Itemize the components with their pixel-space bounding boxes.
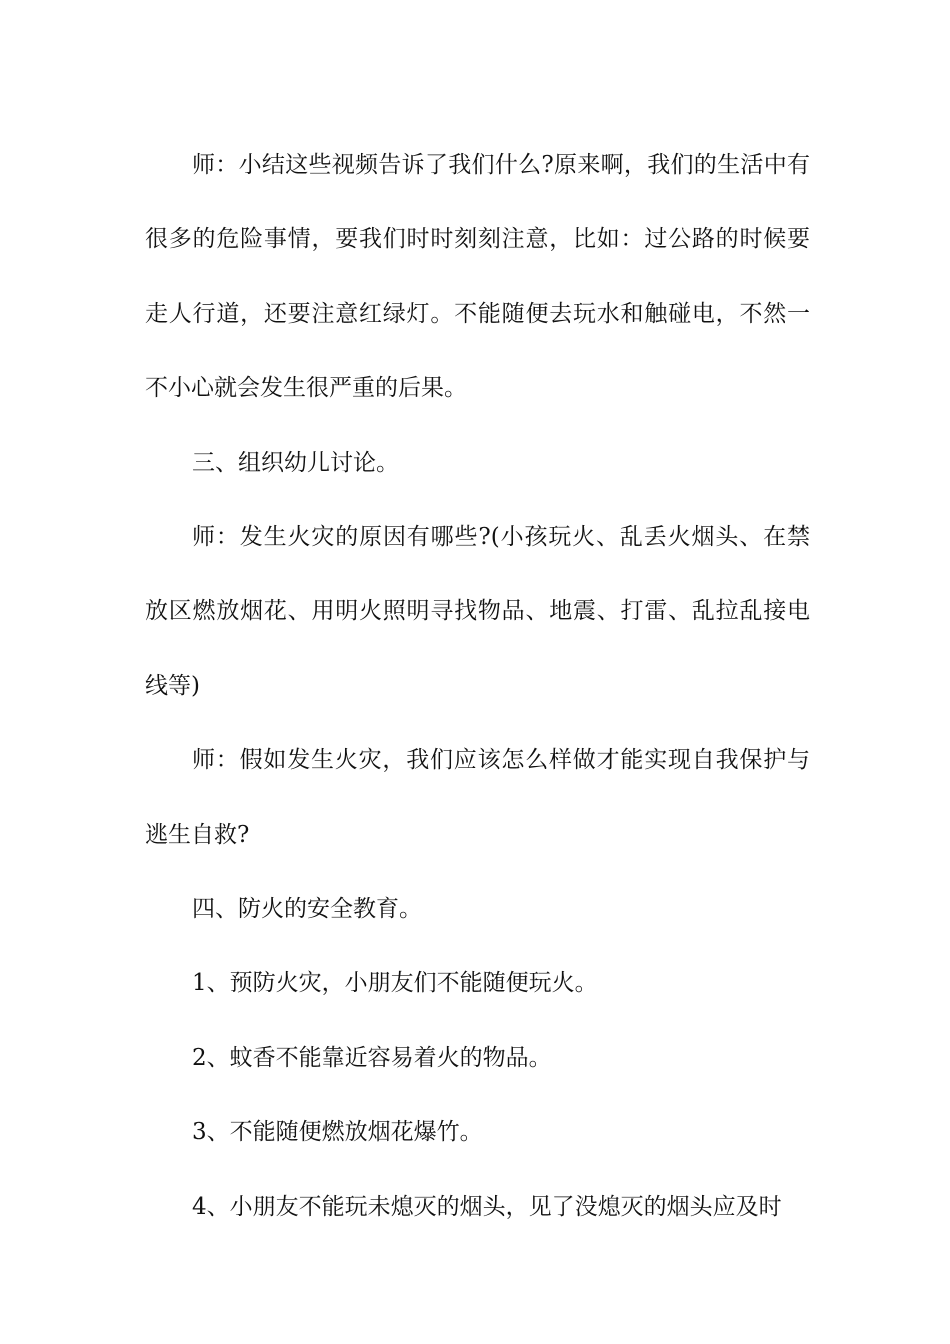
paragraph-summary: 师：小结这些视频告诉了我们什么?原来啊，我们的生活中有很多的危险事情，要我们时时刻刻注意，比如：过公路的时候要走人行道，还要注意红绿灯。不能随便去玩水和触碰电，不然一不小心就会发生很严重的后果。: [145, 152, 810, 402]
section-heading-fire-safety: 四、防火的安全教育。: [192, 896, 422, 923]
list-item-1: 1、预防火灾，小朋友们不能随便玩火。: [192, 970, 598, 997]
list-item-2: 2、蚊香不能靠近容易着火的物品。: [192, 1044, 552, 1071]
section-heading-discussion: 三、组织幼儿讨论。: [192, 449, 399, 476]
list-item-3: 3、不能随便燃放烟花爆竹。: [192, 1119, 483, 1146]
paragraph-fire-causes: 师：发生火灾的原因有哪些?(小孩玩火、乱丢火烟头、在禁放区燃放烟花、用明火照明寻找物品、地震、打雷、乱拉乱接电线等): [145, 524, 810, 699]
paragraph-self-protection: 师：假如发生火灾，我们应该怎么样做才能实现自我保护与逃生自救?: [145, 747, 810, 848]
list-item-4: 4、小朋友不能玩未熄灭的烟头，见了没熄灭的烟头应及时: [192, 1193, 782, 1220]
document-body: [145, 128, 810, 1244]
